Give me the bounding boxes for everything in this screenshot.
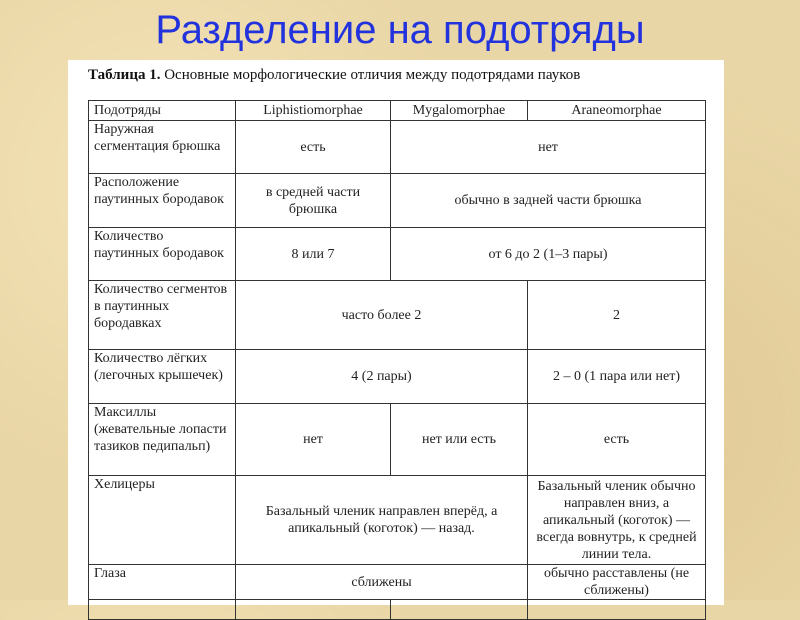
cell: Базальный членик направлен вперёд, а апикальный (коготок) — назад. <box>236 476 528 565</box>
cell: в средней части брюшка <box>236 174 391 228</box>
table-row <box>89 404 706 476</box>
table-row-partial <box>89 600 706 620</box>
table-row <box>89 565 706 600</box>
cell: сближены <box>236 565 528 600</box>
cell: 4 (2 пары) <box>236 350 528 404</box>
table-row <box>89 174 706 228</box>
row-label: Глаза <box>89 565 236 600</box>
row-label: Наружная сегментация брюшка <box>89 121 236 174</box>
row-label: Количество сегментов в паутинных бородавках <box>89 281 236 350</box>
cell: нет <box>391 121 706 174</box>
row-label: Расположение паутинных бородавок <box>89 174 236 228</box>
header-cell: Liphistiomorphae <box>236 101 391 121</box>
cell: 8 или 7 <box>236 228 391 281</box>
cell: 2 <box>528 281 706 350</box>
header-cell: Araneomorphae <box>528 101 706 121</box>
caption-number: Таблица 1. <box>88 67 161 83</box>
table-row <box>89 350 706 404</box>
table-row <box>89 281 706 350</box>
table-panel <box>68 60 724 605</box>
cell <box>236 600 391 620</box>
header-cell: Mygalomorphae <box>391 101 528 121</box>
row-label: Количество лёгких (легочных крышечек) <box>89 350 236 404</box>
caption-text: Основные морфологические отличия между подотрядами пауков <box>160 67 581 83</box>
cell: обычно расставлены (не сближены) <box>528 565 706 600</box>
header-cell: Подотряды <box>89 101 236 121</box>
table-row <box>89 121 706 174</box>
cell <box>391 600 528 620</box>
row-label: Количество паутинных бородавок <box>89 228 236 281</box>
row-label: Максиллы (жевательные лопасти тазиков педипальп) <box>89 404 236 476</box>
table-caption <box>88 67 580 84</box>
cell: от 6 до 2 (1–3 пары) <box>391 228 706 281</box>
cell <box>528 600 706 620</box>
cell: есть <box>528 404 706 476</box>
cell <box>89 600 236 620</box>
table-row <box>89 228 706 281</box>
cell: 2 – 0 (1 пара или нет) <box>528 350 706 404</box>
cell: часто более 2 <box>236 281 528 350</box>
header-row <box>89 101 706 121</box>
cell: нет или есть <box>391 404 528 476</box>
cell: обычно в задней части брюшка <box>391 174 706 228</box>
cell: Базальный членик обычно направлен вниз, а апикальный (коготок) — всегда вовнутрь, к средней линии тела. <box>528 476 706 565</box>
morphology-table <box>88 100 706 620</box>
table-row <box>89 476 706 565</box>
slide-title: Разделение на подотряды <box>155 8 645 52</box>
cell: нет <box>236 404 391 476</box>
row-label: Хелицеры <box>89 476 236 565</box>
cell: есть <box>236 121 391 174</box>
